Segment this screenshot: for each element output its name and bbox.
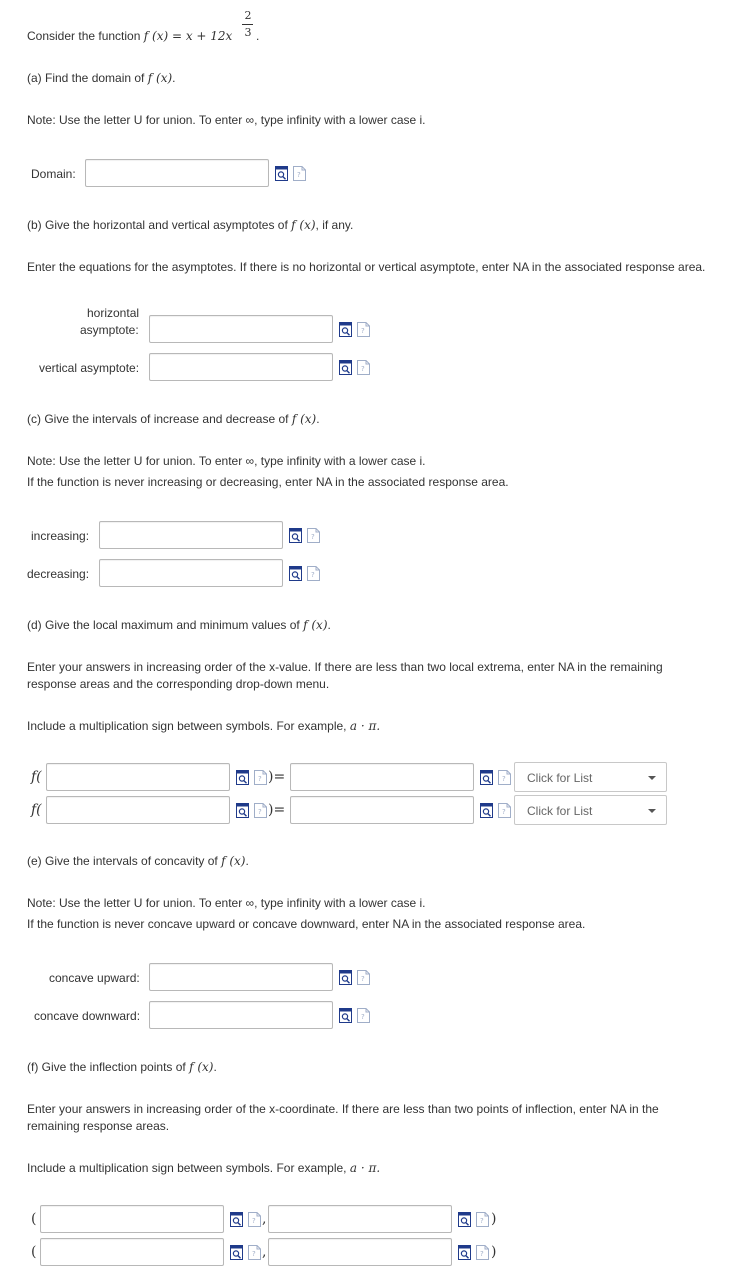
preview-equation-icon[interactable]	[236, 803, 249, 818]
concave-upward-label: concave upward:	[49, 971, 140, 985]
exponent-fraction-bar	[242, 24, 253, 25]
preview-equation-icon[interactable]	[289, 566, 302, 581]
open-paren: (	[31, 1211, 37, 1227]
domain-label: Domain:	[31, 167, 76, 181]
part-f-instructions-line1: Enter your answers in increasing order of the x-coordinate. If there are less than two points of inflection, enter NA in the	[27, 1102, 659, 1116]
increasing-label: increasing:	[31, 529, 90, 543]
equation-editor-icon[interactable]	[248, 1212, 261, 1227]
part-f-multiplication-note: Include a multiplication sign between symbols. For example, a · π.	[27, 1161, 381, 1175]
preview-equation-icon[interactable]	[275, 166, 288, 181]
chevron-down-icon	[648, 809, 656, 813]
intro-line	[27, 29, 232, 43]
preview-equation-icon[interactable]	[339, 322, 352, 337]
intro-text: Consider the function	[27, 29, 141, 43]
extremum-2-type-dropdown[interactable]	[514, 795, 667, 825]
close-paren: )	[491, 1211, 497, 1227]
vertical-asymptote-input[interactable]	[149, 353, 333, 381]
increasing-input[interactable]	[99, 521, 283, 549]
decreasing-label: decreasing:	[27, 567, 90, 581]
part-d-instructions-line1: Enter your answers in increasing order of the x-value. If there are less than two local extrema, enter NA in the remaining	[27, 660, 663, 674]
extremum-2-value-input[interactable]	[290, 796, 474, 824]
part-d-multiplication-note: Include a multiplication sign between symbols. For example, a · π.	[27, 719, 381, 733]
part-d-instructions-line2: response areas and the corresponding drop-down menu.	[27, 677, 330, 691]
preview-equation-icon[interactable]	[480, 803, 493, 818]
equation-editor-icon[interactable]	[254, 770, 267, 785]
equation-editor-icon[interactable]	[307, 566, 320, 581]
part-c-heading: (c) Give the intervals of increase and decrease of f (x).	[27, 412, 320, 426]
chevron-down-icon	[648, 776, 656, 780]
preview-equation-icon[interactable]	[458, 1212, 471, 1227]
inflection-1-x-input[interactable]	[40, 1205, 224, 1233]
part-d-heading: (d) Give the local maximum and minimum values of f (x).	[27, 618, 331, 632]
preview-equation-icon[interactable]	[289, 528, 302, 543]
equation-editor-icon[interactable]	[357, 1008, 370, 1023]
preview-equation-icon[interactable]	[230, 1212, 243, 1227]
equation-editor-icon[interactable]	[498, 770, 511, 785]
horizontal-asymptote-input[interactable]	[149, 315, 333, 343]
inflection-2-y-input[interactable]	[268, 1238, 452, 1266]
comma: ,	[262, 1211, 267, 1227]
preview-equation-icon[interactable]	[480, 770, 493, 785]
equals-sign: )=	[268, 769, 286, 785]
part-b-heading: (b) Give the horizontal and vertical asymptotes of f (x), if any.	[27, 218, 354, 232]
open-paren: (	[31, 1244, 37, 1260]
extremum-1-type-dropdown[interactable]	[514, 762, 667, 792]
preview-equation-icon[interactable]	[339, 970, 352, 985]
preview-equation-icon[interactable]	[230, 1245, 243, 1260]
dropdown-placeholder: Click for List	[527, 771, 593, 785]
preview-equation-icon[interactable]	[236, 770, 249, 785]
inflection-2-x-input[interactable]	[40, 1238, 224, 1266]
comma: ,	[262, 1244, 267, 1260]
part-c-note: Note: Use the letter U for union. To enter ∞, type infinity with a lower case i.	[27, 454, 426, 468]
part-c-note2: If the function is never increasing or decreasing, enter NA in the associated response area.	[27, 475, 509, 489]
concave-upward-input[interactable]	[149, 963, 333, 991]
concave-downward-label: concave downward:	[34, 1009, 141, 1023]
equals-sign: )=	[268, 802, 286, 818]
part-f-heading: (f) Give the inflection points of f (x).	[27, 1060, 217, 1074]
equation-editor-icon[interactable]	[293, 166, 306, 181]
decreasing-input[interactable]	[99, 559, 283, 587]
horizontal-asymptote-label-line2: asymptote:	[80, 323, 139, 337]
domain-input[interactable]	[85, 159, 269, 187]
part-e-heading: (e) Give the intervals of concavity of f (x).	[27, 854, 249, 868]
part-e-note2: If the function is never concave upward or concave downward, enter NA in the associated response area.	[27, 917, 586, 931]
equation-editor-icon[interactable]	[476, 1245, 489, 1260]
equation-editor-icon[interactable]	[476, 1212, 489, 1227]
preview-equation-icon[interactable]	[339, 1008, 352, 1023]
part-a-note: Note: Use the letter U for union. To enter ∞, type infinity with a lower case i.	[27, 113, 426, 127]
dropdown-placeholder: Click for List	[527, 804, 593, 818]
exponent-denominator: 3	[244, 26, 252, 39]
equation-editor-icon[interactable]	[357, 360, 370, 375]
equation-editor-icon[interactable]	[357, 970, 370, 985]
part-b-instructions: Enter the equations for the asymptotes. If there is no horizontal or vertical asymptote, enter NA in the associated response area.	[27, 260, 706, 274]
part-e-note: Note: Use the letter U for union. To enter ∞, type infinity with a lower case i.	[27, 896, 426, 910]
preview-equation-icon[interactable]	[339, 360, 352, 375]
equation-editor-icon[interactable]	[248, 1245, 261, 1260]
extremum-1-value-input[interactable]	[290, 763, 474, 791]
f-open-label: f(	[31, 769, 42, 785]
exponent-numerator: 2	[244, 9, 252, 22]
equation-editor-icon[interactable]	[357, 322, 370, 337]
close-paren: )	[491, 1244, 497, 1260]
part-a-heading: (a) Find the domain of f (x).	[27, 71, 176, 85]
equation-editor-icon[interactable]	[498, 803, 511, 818]
part-f-instructions-line2: remaining response areas.	[27, 1119, 170, 1133]
extremum-2-x-input[interactable]	[46, 796, 230, 824]
function-expression: f (x) = x + 12x	[143, 29, 233, 43]
concave-downward-input[interactable]	[149, 1001, 333, 1029]
equation-editor-icon[interactable]	[307, 528, 320, 543]
vertical-asymptote-label: vertical asymptote:	[39, 361, 140, 375]
f-open-label: f(	[31, 802, 42, 818]
horizontal-asymptote-label-line1: horizontal	[87, 306, 140, 320]
extremum-1-x-input[interactable]	[46, 763, 230, 791]
equation-editor-icon[interactable]	[254, 803, 267, 818]
intro-period: .	[256, 29, 260, 43]
inflection-1-y-input[interactable]	[268, 1205, 452, 1233]
preview-equation-icon[interactable]	[458, 1245, 471, 1260]
